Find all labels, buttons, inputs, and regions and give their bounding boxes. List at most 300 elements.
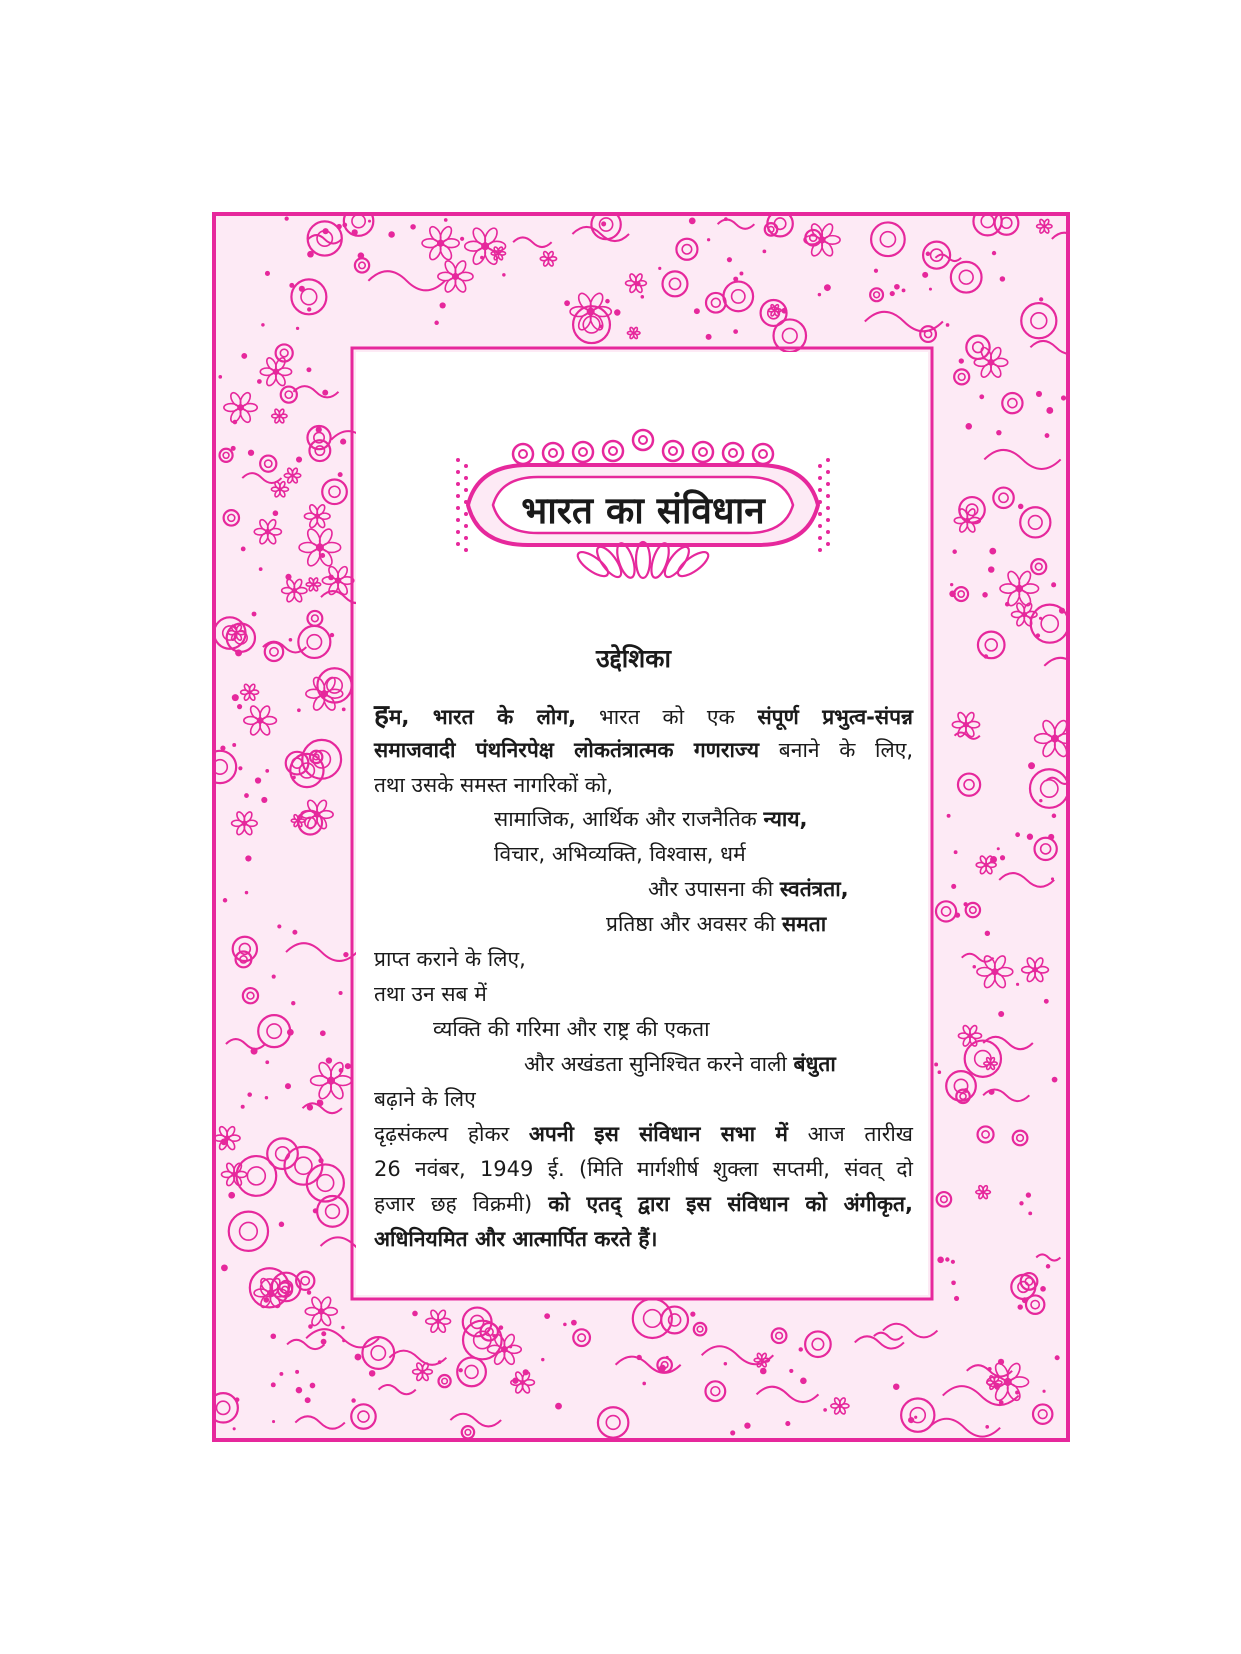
ornament-dot [355, 1354, 362, 1361]
ornament-dot [265, 271, 270, 276]
ornament-dot [499, 1325, 504, 1330]
ornament-dot [265, 1096, 268, 1099]
ornament-dot [1055, 1355, 1060, 1360]
ornament-dot [438, 1360, 442, 1364]
ornament-dot [1052, 1077, 1058, 1083]
ornament-dot [292, 776, 296, 780]
ornament-dot [914, 1416, 917, 1419]
ornament-dot [342, 223, 347, 228]
ornament-dot [541, 1358, 544, 1361]
ornament-dot [296, 327, 299, 330]
ornament-dot [641, 295, 645, 299]
preamble-line-14: 26 नवंबर, 1949 ई. (मिति मार्गशीर्ष शुक्ला सप्तमी, संवत् दो [374, 1157, 913, 1181]
ornament-dot [317, 1100, 321, 1104]
ornament-dot [1028, 762, 1035, 769]
ornament-dot [922, 272, 928, 278]
cartouche-scroll [543, 443, 563, 463]
ornament-dot [666, 1356, 669, 1359]
flower-center [278, 488, 281, 491]
ornament-dot [241, 547, 246, 552]
ornament-dot [642, 1382, 646, 1386]
ornament-dot [502, 273, 505, 276]
ornament-dot [730, 1430, 735, 1435]
ornament-dot [434, 321, 438, 325]
ornament-dot [998, 1359, 1004, 1365]
flower-center [235, 631, 238, 634]
ornament-dot [307, 1104, 313, 1110]
ornament-dot [307, 307, 311, 311]
ornament-dot [342, 1339, 345, 1342]
flower-center [421, 1370, 425, 1374]
flower-center [760, 1359, 763, 1362]
flower-center [257, 717, 263, 723]
ornament-dot [277, 924, 281, 928]
ornament-dot [938, 1070, 942, 1074]
ornament-dot [707, 238, 710, 241]
ornament-dot [945, 1257, 949, 1261]
ornament-dot [659, 1365, 666, 1372]
ornament-dot [544, 1313, 550, 1319]
ornament-dot [247, 1092, 252, 1097]
ornament-dot [310, 1383, 316, 1389]
ornament-dot [954, 1296, 959, 1301]
ornament-dot [351, 1398, 355, 1402]
preamble-line-13: दृढ़संकल्प होकर अपनी इस संविधान सभा में आज तारीख [374, 1122, 913, 1146]
preamble-line-16: अधिनियमित और आत्मार्पित करते हैं। [374, 1227, 658, 1251]
ornament-dot [902, 288, 906, 292]
ornament-dot [523, 1369, 529, 1375]
ornament-dot [272, 975, 276, 979]
cartouche-scroll-inner [699, 448, 707, 456]
ornament-dot [368, 220, 371, 223]
ornament-dot [512, 1378, 518, 1384]
ornament-dot [947, 814, 951, 818]
ornament-dot [951, 1280, 956, 1285]
ornament-dot [744, 1422, 750, 1428]
ornament-dot [320, 1030, 326, 1036]
ornament-dot [999, 1400, 1004, 1405]
ornament-dot [252, 612, 257, 617]
ornament-dot [270, 1333, 276, 1339]
ornament-dot [994, 1383, 1000, 1389]
ornament-dot [1042, 1390, 1045, 1393]
cartouche-dot [464, 476, 468, 480]
ornament-dot [952, 549, 957, 554]
flower-center [314, 811, 320, 817]
cartouche-dot [456, 470, 460, 474]
ornament-dot [336, 224, 341, 229]
ornament-dot [220, 746, 225, 751]
ornament-dot [320, 553, 325, 558]
ornament-dot [926, 252, 930, 256]
ornament-dot [998, 1011, 1004, 1017]
ornament-dot [369, 1370, 376, 1377]
cartouche-scroll-inner [669, 447, 677, 455]
preamble-line-2: समाजवादी पंथनिरपेक्ष लोकतंत्रात्मक गणराज्य बनाने के लिए, [374, 738, 914, 762]
cartouche-scroll [663, 441, 683, 461]
ornament-dot [1018, 504, 1023, 509]
flower-center [316, 543, 324, 551]
ornament-dot [1059, 608, 1065, 614]
ornament-dot [555, 1403, 562, 1410]
ornament-dot [1018, 1304, 1023, 1309]
ornament-dot [321, 1339, 327, 1345]
ornament-dot [235, 1397, 240, 1402]
preamble-heading: उद्देशिका [596, 644, 671, 673]
ornament-dot [781, 308, 787, 314]
ornament-dot [241, 353, 247, 359]
ornament-dot [959, 358, 964, 363]
cartouche-dot [826, 542, 830, 546]
cartouche-scroll [513, 444, 533, 464]
ornament-dot [997, 847, 1000, 850]
ornament-dot [244, 793, 249, 798]
flower-center [273, 369, 279, 375]
ornament-dot [358, 252, 365, 259]
ornament-dot [307, 251, 314, 258]
ornament-dot [296, 1387, 302, 1393]
ornament-dot [982, 592, 988, 598]
flower-center [547, 257, 550, 260]
ornament-dot [1051, 877, 1054, 880]
preamble-line-8: प्राप्त कराने के लिए, [374, 947, 526, 971]
ornament-dot [955, 912, 960, 917]
cartouche-lotus-petal [574, 548, 611, 580]
ornament-dot [228, 1192, 235, 1199]
ornament-dot [318, 1158, 323, 1163]
cartouche-scroll [693, 442, 713, 462]
ornament-dot [763, 250, 767, 254]
cartouche-scroll-inner [759, 450, 767, 458]
flower-center [292, 588, 297, 593]
cartouche-dot [818, 476, 822, 480]
ornament-dot [800, 1378, 807, 1385]
flower-center [838, 1404, 841, 1407]
flower-center [501, 1346, 507, 1352]
ornament-dot [979, 394, 984, 399]
ornament-dot [985, 931, 990, 936]
flower-center [1016, 585, 1023, 592]
ornament-dot [341, 1326, 345, 1330]
ornament-dot [248, 450, 254, 456]
ornament-dot [992, 251, 996, 255]
ornament-dot [265, 769, 269, 773]
ornament-dot [824, 284, 831, 291]
flower-center [988, 359, 994, 365]
ornament-dot [823, 1408, 827, 1412]
cartouche-scroll-inner [609, 447, 617, 455]
ornament-dot [296, 456, 302, 462]
ornament-dot [221, 1264, 228, 1271]
ornament-dot [989, 1089, 995, 1095]
ornament-dot [1027, 834, 1033, 840]
preamble-line-6: और उपासना की स्वतंत्रता, [648, 877, 849, 901]
flower-center [327, 1077, 335, 1085]
ornament-dot [444, 218, 448, 222]
ornament-dot [289, 283, 294, 288]
ornament-dot [279, 1222, 284, 1227]
preamble-line-12: बढ़ाने के लिए [374, 1087, 476, 1111]
ornament-dot [308, 1324, 313, 1329]
ornament-dot [908, 1417, 914, 1423]
ornament-dot [1005, 602, 1010, 607]
ornament-dot [299, 286, 305, 292]
flower-center [968, 1034, 972, 1038]
ornament-dot [287, 1029, 294, 1036]
ornament-dot [285, 1083, 291, 1089]
ornament-dot [996, 430, 1001, 435]
ornament-dot [1036, 391, 1042, 397]
ornament-dot [509, 1345, 512, 1348]
ornament-dot [637, 1355, 642, 1360]
ornament-dot [322, 390, 328, 396]
preamble-line-15: हजार छह विक्रमी) को एतद् द्वारा इस संविधान को अंगीकृत, [374, 1192, 914, 1216]
ornament-dot [760, 1368, 767, 1375]
ornament-dot [894, 284, 900, 290]
ornament-dot [322, 228, 328, 234]
ornament-dot [237, 704, 242, 709]
cartouche-dot [818, 464, 822, 468]
ornament-dot [1039, 617, 1042, 620]
preamble-line-10: व्यक्ति की गरिमा और राष्ट्र की एकता [433, 1017, 710, 1041]
ornament-dot [818, 293, 821, 296]
ornament-dot [305, 1397, 311, 1403]
ornament-dot [990, 856, 997, 863]
ornament-dot [1000, 855, 1005, 860]
flower-center [297, 819, 300, 822]
cartouche-dot [826, 458, 830, 462]
ornament-dot [440, 302, 446, 308]
ornament-dot [272, 1420, 275, 1423]
preamble-line-3: तथा उसके समस्त नागरिकों को, [374, 773, 614, 797]
flower-center [1004, 1378, 1012, 1386]
flower-center [248, 691, 251, 694]
ornament-dot [218, 375, 222, 379]
cartouche-scroll [753, 444, 773, 464]
flower-center [315, 514, 320, 519]
flower-center [965, 518, 970, 523]
cartouche-scroll [603, 441, 623, 461]
ornament-dot [706, 334, 712, 340]
flower-center [774, 309, 776, 311]
ornament-dot [285, 217, 289, 221]
ornament-dot [934, 1063, 938, 1067]
ornament-dot [937, 1257, 944, 1264]
ornament-dot [1015, 1391, 1019, 1395]
ornament-dot [929, 288, 932, 291]
cartouche-dot [826, 470, 830, 474]
ornament-dot [221, 1138, 228, 1145]
ornament-dot [245, 891, 248, 894]
cartouche-lotus-petal [674, 548, 711, 580]
ornament-dot [1048, 834, 1054, 840]
cartouche-dot [464, 536, 468, 540]
ornament-dot [410, 224, 416, 230]
ornament-dot [339, 1068, 344, 1073]
ornament-dot [689, 217, 696, 224]
ornament-dot [724, 1362, 727, 1365]
ornament-dot [321, 1331, 326, 1336]
ornament-dot [733, 277, 738, 282]
page-title: भारत का संविधान [521, 489, 765, 532]
ornament-dot [563, 1323, 567, 1327]
ornament-dot [238, 766, 242, 770]
ornament-dot [345, 1063, 351, 1069]
ornament-dot [1039, 297, 1043, 301]
ornament-dot [601, 221, 606, 226]
ornament-dot [273, 510, 279, 516]
ornament-dot [388, 231, 395, 238]
ornament-dot [339, 991, 343, 995]
ornament-dot [259, 567, 263, 571]
ornament-dot [255, 777, 261, 783]
ornament-dot [785, 1421, 790, 1426]
ornament-dot [297, 708, 301, 712]
ornament-dot [724, 217, 728, 221]
ornament-dot [954, 850, 958, 854]
flower-center [587, 308, 595, 316]
title-cartouche [438, 420, 848, 586]
ornament-dot [1061, 395, 1066, 400]
ornament-dot [949, 591, 956, 598]
ornament-dot [352, 229, 358, 235]
cartouche-scroll [723, 443, 743, 463]
ornament-dot [799, 1347, 803, 1351]
ornament-dot [950, 583, 953, 586]
ornament-dot [343, 952, 348, 957]
ornament-dot [480, 256, 484, 260]
flower-center [437, 240, 444, 247]
ornament-dot [694, 308, 700, 314]
flower-center [982, 1191, 985, 1194]
flower-center [265, 529, 270, 534]
cartouche-dot [818, 548, 822, 552]
ornament-dot [1040, 1286, 1046, 1292]
ornament-dot [279, 1372, 283, 1376]
flower-center [436, 1319, 441, 1324]
ornament-dot [245, 855, 251, 861]
cartouche-scroll-inner [579, 448, 587, 456]
ornament-dot [1052, 814, 1057, 819]
ornament-dot [963, 1088, 968, 1093]
ornament-dot [564, 300, 570, 306]
drop-cap: ह [374, 698, 389, 731]
preamble-line-9: तथा उन सब में [374, 982, 487, 1006]
ornament-dot [342, 707, 346, 711]
cartouche-scroll [573, 442, 593, 462]
flower-center [963, 722, 968, 727]
ornament-dot [739, 272, 743, 276]
cartouche-scroll [633, 430, 653, 450]
ornament-dot [231, 446, 236, 451]
ornament-dot [599, 325, 603, 329]
ornament-dot [614, 309, 620, 315]
ornament-dot [1015, 832, 1020, 837]
ornament-dot [316, 427, 322, 433]
flower-center [335, 578, 341, 584]
cartouche-scroll-inner [639, 436, 647, 444]
cartouche-scroll-inner [729, 449, 737, 457]
ornament-dot [285, 574, 291, 580]
preamble-line-1: हम, भारत के लोग, भारत को एक संपूर्ण प्रभुत्व-संपन्न [374, 698, 913, 731]
ornament-dot [340, 439, 346, 445]
ornament-dot [291, 1001, 295, 1005]
ornament-dot [313, 1208, 318, 1213]
ornament-dot [223, 898, 227, 902]
flower-center [242, 821, 247, 826]
ornament-dot [988, 1367, 992, 1371]
ornament-dot [1046, 1264, 1051, 1269]
flower-center [291, 474, 294, 477]
ornament-dot [492, 1334, 496, 1338]
ornament-dot [1044, 999, 1049, 1004]
ornament-dot [893, 1383, 899, 1389]
ornament-dot [951, 1260, 955, 1264]
ornament-dot [984, 654, 989, 659]
preamble-line-11: और अखंडता सुनिश्चित करने वाली बंधुता [524, 1052, 836, 1076]
preamble-line-4: सामाजिक, आर्थिक और राजनैतिक न्याय, [494, 807, 808, 831]
ornament-dot [1016, 983, 1019, 986]
ornament-dot [459, 1368, 463, 1372]
flower-center [1051, 735, 1059, 743]
ornament-dot [412, 1311, 418, 1317]
cartouche-lotus-petal [636, 542, 650, 578]
ornament-dot [232, 694, 239, 701]
ornament-dot [307, 1290, 311, 1294]
ornament-dot [658, 267, 661, 270]
ornament-dot [338, 472, 343, 477]
cartouche-dot [818, 536, 822, 540]
flower-center [1033, 967, 1038, 972]
ornament-dot [460, 237, 464, 241]
cartouche-dot [456, 542, 460, 546]
ornament-dot [988, 566, 994, 572]
preamble-line-5: विचार, अभिव्यक्ति, विश्वास, धर्म [494, 842, 746, 866]
ornament-dot [951, 884, 956, 889]
ornament-dot [1019, 1201, 1023, 1205]
ornament-dot [571, 1320, 577, 1326]
ornament-dot [326, 1057, 332, 1063]
ornament-dot [261, 323, 264, 326]
cartouche-scroll-inner [549, 449, 557, 457]
flower-center [278, 415, 281, 418]
ornament-dot [1028, 1211, 1032, 1215]
ornament-dot [1045, 433, 1050, 438]
cartouche-dot [456, 458, 460, 462]
cartouche-scroll-inner [519, 450, 527, 458]
ornament-dot [965, 423, 972, 430]
flower-center [497, 252, 500, 255]
ornament-dot [1022, 1297, 1028, 1303]
ornament-dot [1051, 582, 1056, 587]
ornament-dot [261, 797, 267, 803]
flower-center [991, 968, 998, 975]
flower-center [633, 332, 635, 334]
ornament-dot [636, 281, 641, 286]
flower-center [520, 1380, 524, 1384]
ornament-dot [605, 299, 610, 304]
ornament-dot [874, 269, 878, 273]
cartouche-dot [464, 548, 468, 552]
flower-center [989, 1062, 992, 1065]
flower-center [819, 236, 826, 243]
ornament-dot [292, 930, 297, 935]
ornament-dot [235, 649, 242, 656]
ornament-dot [330, 633, 334, 637]
ornament-dot [257, 379, 262, 384]
flower-center [481, 242, 489, 250]
ornament-dot [985, 1425, 989, 1429]
